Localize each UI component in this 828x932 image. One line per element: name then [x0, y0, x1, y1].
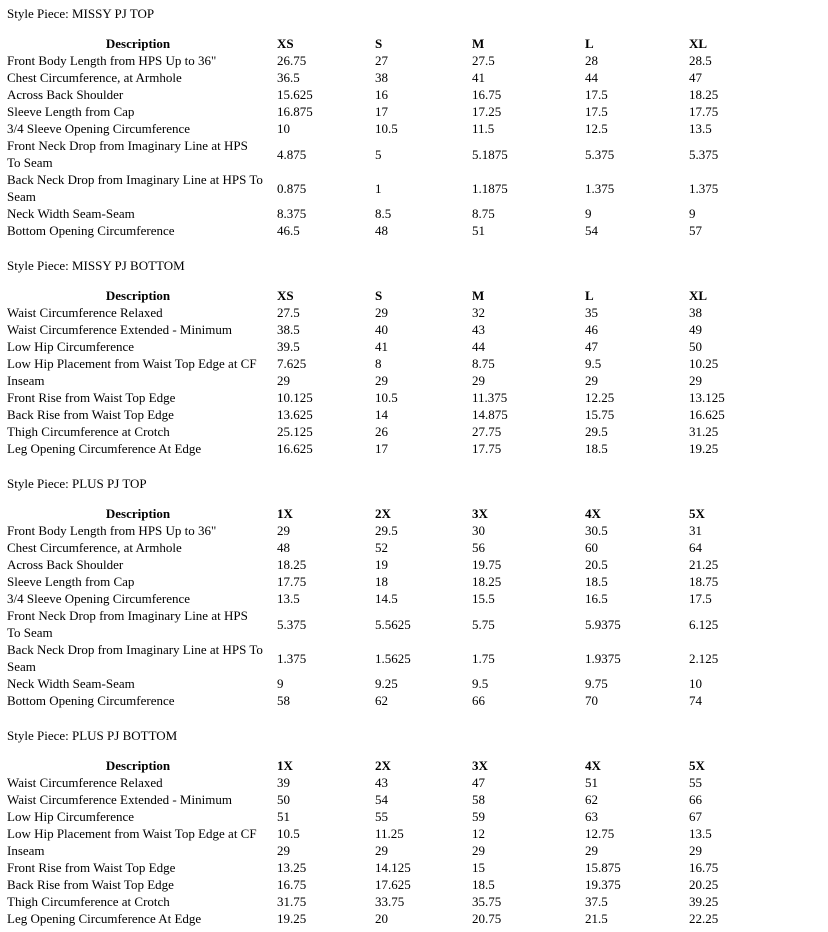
table-row — [7, 573, 789, 590]
value-cell: 12.5 — [585, 121, 608, 136]
description-cell: 3/4 Sleeve Opening Circumference — [7, 591, 191, 606]
value-cell: 1.75 — [472, 650, 495, 666]
value-cell: 15.5 — [472, 591, 495, 606]
description-cell: Bottom Opening Circumference — [7, 223, 175, 238]
value-cell: 13.625 — [277, 407, 313, 422]
value-cell: 38 — [689, 305, 702, 320]
table-row — [7, 205, 789, 222]
value-cell: 18.5 — [585, 441, 608, 456]
style-piece-section — [7, 475, 821, 709]
value-cell: 29 — [277, 523, 290, 538]
value-cell: 26 — [375, 424, 388, 439]
description-cell: Across Back Shoulder — [7, 557, 124, 572]
section-title: Style Piece: MISSY PJ TOP — [7, 6, 155, 21]
value-cell: 51 — [585, 775, 598, 790]
value-cell: 26.75 — [277, 53, 307, 68]
table-row — [7, 825, 789, 842]
value-cell: 5.375 — [585, 146, 615, 162]
value-cell: 17.25 — [472, 104, 502, 119]
size-column-header: L — [585, 36, 594, 51]
description-cell: Neck Width Seam-Seam — [7, 206, 135, 221]
table-row — [7, 304, 789, 321]
description-cell: Thigh Circumference at Crotch — [7, 424, 170, 439]
description-cell: Waist Circumference Extended - Minimum — [7, 322, 232, 337]
value-cell: 29 — [689, 843, 702, 858]
value-cell: 9.25 — [375, 676, 398, 691]
value-cell: 29 — [585, 373, 598, 388]
table-row — [7, 808, 789, 825]
size-column-header: S — [375, 36, 383, 51]
value-cell: 16.75 — [689, 860, 719, 875]
table-row — [7, 321, 789, 338]
value-cell: 16.5 — [585, 591, 608, 606]
value-cell: 30.5 — [585, 523, 608, 538]
value-cell: 17.75 — [472, 441, 502, 456]
value-cell: 43 — [472, 322, 485, 337]
spec-table — [7, 287, 789, 457]
value-cell: 15.75 — [585, 407, 615, 422]
value-cell: 16.875 — [277, 104, 313, 119]
description-cell: Across Back Shoulder — [7, 87, 124, 102]
description-cell: Leg Opening Circumference At Edge — [7, 441, 202, 456]
value-cell: 60 — [585, 540, 598, 555]
size-column-header: 4X — [585, 506, 601, 521]
value-cell: 13.5 — [689, 826, 712, 841]
table-row — [7, 423, 789, 440]
value-cell: 1.375 — [585, 180, 615, 196]
value-cell: 25.125 — [277, 424, 313, 439]
value-cell: 29 — [689, 373, 702, 388]
table-row — [7, 876, 789, 893]
value-cell: 21.5 — [585, 911, 608, 926]
value-cell: 16.625 — [689, 407, 725, 422]
size-column-header: XL — [689, 36, 708, 51]
value-cell: 14 — [375, 407, 388, 422]
value-cell: 10.25 — [689, 356, 719, 371]
spec-table — [7, 505, 789, 709]
size-column-header: 2X — [375, 758, 391, 773]
value-cell: 10 — [689, 676, 702, 691]
size-column-header: 5X — [689, 758, 705, 773]
value-cell: 15.875 — [585, 860, 621, 875]
size-column-header: XL — [689, 288, 708, 303]
description-cell: Inseam — [7, 373, 45, 388]
description-cell: Bottom Opening Circumference — [7, 693, 175, 708]
value-cell: 64 — [689, 540, 702, 555]
value-cell: 57 — [689, 223, 702, 238]
value-cell: 9 — [277, 676, 284, 691]
description-cell: Back Rise from Waist Top Edge — [7, 407, 174, 422]
value-cell: 27.75 — [472, 424, 502, 439]
value-cell: 20.5 — [585, 557, 608, 572]
value-cell: 27.5 — [472, 53, 495, 68]
header-row — [7, 287, 789, 304]
description-cell: Chest Circumference, at Armhole — [7, 540, 182, 555]
value-cell: 50 — [689, 339, 702, 354]
table-row — [7, 355, 789, 372]
value-cell: 19 — [375, 557, 388, 572]
value-cell: 20 — [375, 911, 388, 926]
value-cell: 66 — [472, 693, 485, 708]
value-cell: 4.875 — [277, 146, 307, 162]
value-cell: 54 — [585, 223, 598, 238]
description-cell: Neck Width Seam-Seam — [7, 676, 135, 691]
value-cell: 47 — [689, 70, 702, 85]
value-cell: 1.1875 — [472, 180, 508, 196]
value-cell: 15 — [472, 860, 485, 875]
value-cell: 59 — [472, 809, 485, 824]
table-row — [7, 338, 789, 355]
value-cell: 13.5 — [689, 121, 712, 136]
value-cell: 6.125 — [689, 616, 719, 632]
value-cell: 51 — [472, 223, 485, 238]
value-cell: 55 — [689, 775, 702, 790]
value-cell: 19.75 — [472, 557, 502, 572]
description-cell: Front Rise from Waist Top Edge — [7, 390, 176, 405]
value-cell: 29 — [375, 305, 388, 320]
value-cell: 10.5 — [277, 826, 300, 841]
description-cell: Sleeve Length from Cap — [7, 574, 135, 589]
description-cell: Leg Opening Circumference At Edge — [7, 911, 202, 926]
value-cell: 5 — [375, 146, 382, 162]
style-piece-section — [7, 727, 821, 927]
size-column-header: 2X — [375, 506, 391, 521]
table-row — [7, 675, 789, 692]
value-cell: 0.875 — [277, 180, 307, 196]
value-cell: 8.375 — [277, 206, 307, 221]
value-cell: 37.5 — [585, 894, 608, 909]
value-cell: 8.75 — [472, 356, 495, 371]
value-cell: 14.5 — [375, 591, 398, 606]
value-cell: 70 — [585, 693, 598, 708]
value-cell: 11.25 — [375, 826, 404, 841]
table-row — [7, 222, 789, 239]
description-column-header: Description — [105, 506, 171, 521]
description-cell: Back Neck Drop from Imaginary Line at HPS To Seam — [7, 172, 263, 204]
size-column-header: 3X — [472, 758, 488, 773]
value-cell: 13.5 — [277, 591, 300, 606]
value-cell: 36.5 — [277, 70, 300, 85]
description-cell: Front Neck Drop from Imaginary Line at HPS To Seam — [7, 138, 248, 170]
table-row — [7, 556, 789, 573]
header-row — [7, 757, 789, 774]
value-cell: 41 — [472, 70, 485, 85]
table-row — [7, 522, 789, 539]
value-cell: 1.375 — [689, 180, 719, 196]
value-cell: 8.5 — [375, 206, 392, 221]
value-cell: 18.5 — [472, 877, 495, 892]
size-column-header: M — [472, 36, 485, 51]
style-piece-section — [7, 5, 821, 239]
value-cell: 31.25 — [689, 424, 719, 439]
description-cell: Low Hip Circumference — [7, 809, 135, 824]
value-cell: 32 — [472, 305, 485, 320]
value-cell: 29 — [585, 843, 598, 858]
description-cell: Low Hip Placement from Waist Top Edge at CF — [7, 826, 257, 841]
value-cell: 66 — [689, 792, 702, 807]
value-cell: 18.25 — [472, 574, 502, 589]
table-row — [7, 372, 789, 389]
value-cell: 7.625 — [277, 356, 307, 371]
value-cell: 55 — [375, 809, 388, 824]
value-cell: 44 — [585, 70, 598, 85]
value-cell: 29 — [375, 373, 388, 388]
value-cell: 54 — [375, 792, 388, 807]
value-cell: 38 — [375, 70, 388, 85]
value-cell: 38.5 — [277, 322, 300, 337]
table-row — [7, 893, 789, 910]
value-cell: 47 — [585, 339, 598, 354]
value-cell: 46.5 — [277, 223, 300, 238]
table-row — [7, 910, 789, 927]
value-cell: 20.75 — [472, 911, 502, 926]
value-cell: 18.25 — [689, 87, 719, 102]
value-cell: 43 — [375, 775, 388, 790]
value-cell: 1.9375 — [585, 650, 621, 666]
table-row — [7, 120, 789, 137]
value-cell: 16.75 — [472, 87, 502, 102]
value-cell: 74 — [689, 693, 702, 708]
value-cell: 22.25 — [689, 911, 719, 926]
value-cell: 5.5625 — [375, 616, 411, 632]
value-cell: 41 — [375, 339, 388, 354]
value-cell: 1.375 — [277, 650, 307, 666]
table-row — [7, 539, 789, 556]
value-cell: 30 — [472, 523, 485, 538]
size-column-header: 1X — [277, 758, 293, 773]
value-cell: 9 — [689, 206, 696, 221]
description-cell: Back Neck Drop from Imaginary Line at HPS To Seam — [7, 642, 263, 674]
description-cell: Inseam — [7, 843, 45, 858]
value-cell: 33.75 — [375, 894, 405, 909]
table-row — [7, 389, 789, 406]
description-cell: Low Hip Circumference — [7, 339, 135, 354]
size-column-header: M — [472, 288, 485, 303]
value-cell: 8 — [375, 356, 382, 371]
table-row — [7, 52, 789, 69]
value-cell: 27 — [375, 53, 388, 68]
value-cell: 62 — [375, 693, 388, 708]
value-cell: 13.25 — [277, 860, 307, 875]
description-cell: Front Rise from Waist Top Edge — [7, 860, 176, 875]
value-cell: 2.125 — [689, 650, 719, 666]
value-cell: 18.75 — [689, 574, 719, 589]
description-cell: Waist Circumference Extended - Minimum — [7, 792, 232, 807]
value-cell: 12.25 — [585, 390, 615, 405]
value-cell: 5.375 — [689, 146, 719, 162]
value-cell: 9.75 — [585, 676, 608, 691]
table-row — [7, 69, 789, 86]
value-cell: 1 — [375, 180, 382, 196]
table-row — [7, 791, 789, 808]
table-row — [7, 607, 789, 641]
description-column-header: Description — [105, 758, 171, 773]
value-cell: 18 — [375, 574, 388, 589]
value-cell: 5.375 — [277, 616, 307, 632]
value-cell: 51 — [277, 809, 290, 824]
table-row — [7, 86, 789, 103]
description-cell: Low Hip Placement from Waist Top Edge at CF — [7, 356, 257, 371]
value-cell: 31.75 — [277, 894, 307, 909]
style-piece-section — [7, 257, 821, 457]
table-row — [7, 440, 789, 457]
value-cell: 5.1875 — [472, 146, 508, 162]
section-title: Style Piece: PLUS PJ BOTTOM — [7, 728, 178, 743]
table-row — [7, 692, 789, 709]
value-cell: 28 — [585, 53, 598, 68]
description-cell: Front Body Length from HPS Up to 36" — [7, 523, 217, 538]
value-cell: 17.5 — [585, 87, 608, 102]
value-cell: 17.5 — [689, 591, 712, 606]
value-cell: 39.25 — [689, 894, 719, 909]
value-cell: 12 — [472, 826, 485, 841]
description-cell: Waist Circumference Relaxed — [7, 775, 163, 790]
description-cell: Thigh Circumference at Crotch — [7, 894, 170, 909]
value-cell: 17 — [375, 104, 388, 119]
spec-table — [7, 757, 789, 927]
value-cell: 20.25 — [689, 877, 719, 892]
table-row — [7, 137, 789, 171]
value-cell: 31 — [689, 523, 702, 538]
value-cell: 29 — [472, 843, 485, 858]
value-cell: 17.75 — [277, 574, 307, 589]
description-column-header: Description — [105, 288, 171, 303]
value-cell: 17.5 — [585, 104, 608, 119]
spec-table — [7, 35, 789, 239]
value-cell: 17.75 — [689, 104, 719, 119]
description-cell: Waist Circumference Relaxed — [7, 305, 163, 320]
header-row — [7, 35, 789, 52]
value-cell: 10.5 — [375, 121, 398, 136]
value-cell: 52 — [375, 540, 388, 555]
value-cell: 29 — [277, 373, 290, 388]
value-cell: 50 — [277, 792, 290, 807]
header-row — [7, 505, 789, 522]
value-cell: 49 — [689, 322, 702, 337]
value-cell: 39.5 — [277, 339, 300, 354]
value-cell: 10 — [277, 121, 290, 136]
section-title: Style Piece: MISSY PJ BOTTOM — [7, 258, 185, 273]
size-column-header: S — [375, 288, 383, 303]
value-cell: 63 — [585, 809, 598, 824]
value-cell: 47 — [472, 775, 485, 790]
table-row — [7, 590, 789, 607]
value-cell: 18.5 — [585, 574, 608, 589]
value-cell: 11.5 — [472, 121, 495, 136]
value-cell: 11.375 — [472, 390, 508, 405]
value-cell: 17 — [375, 441, 388, 456]
table-row — [7, 641, 789, 675]
description-column-header: Description — [105, 36, 171, 51]
value-cell: 16.625 — [277, 441, 313, 456]
sections-container — [7, 5, 821, 927]
value-cell: 19.25 — [689, 441, 719, 456]
value-cell: 18.25 — [277, 557, 307, 572]
table-row — [7, 103, 789, 120]
table-row — [7, 774, 789, 791]
value-cell: 8.75 — [472, 206, 495, 221]
size-column-header: 3X — [472, 506, 488, 521]
value-cell: 48 — [375, 223, 388, 238]
value-cell: 67 — [689, 809, 702, 824]
value-cell: 58 — [472, 792, 485, 807]
section-title: Style Piece: PLUS PJ TOP — [7, 476, 147, 491]
size-column-header: 5X — [689, 506, 705, 521]
value-cell: 29.5 — [585, 424, 608, 439]
description-cell: Back Rise from Waist Top Edge — [7, 877, 174, 892]
value-cell: 14.125 — [375, 860, 411, 875]
value-cell: 5.75 — [472, 616, 495, 632]
size-column-header: 4X — [585, 758, 601, 773]
description-cell: Front Neck Drop from Imaginary Line at HPS To Seam — [7, 608, 248, 640]
value-cell: 9 — [585, 206, 592, 221]
value-cell: 19.25 — [277, 911, 307, 926]
value-cell: 62 — [585, 792, 598, 807]
value-cell: 10.125 — [277, 390, 313, 405]
value-cell: 21.25 — [689, 557, 719, 572]
value-cell: 35.75 — [472, 894, 502, 909]
table-row — [7, 842, 789, 859]
table-row — [7, 406, 789, 423]
value-cell: 16.75 — [277, 877, 307, 892]
value-cell: 56 — [472, 540, 485, 555]
size-column-header: XS — [277, 288, 294, 303]
value-cell: 29 — [375, 843, 388, 858]
value-cell: 39 — [277, 775, 290, 790]
value-cell: 12.75 — [585, 826, 615, 841]
value-cell: 9.5 — [585, 356, 602, 371]
value-cell: 17.625 — [375, 877, 411, 892]
value-cell: 1.5625 — [375, 650, 411, 666]
value-cell: 28.5 — [689, 53, 712, 68]
value-cell: 16 — [375, 87, 388, 102]
value-cell: 58 — [277, 693, 290, 708]
value-cell: 44 — [472, 339, 485, 354]
value-cell: 48 — [277, 540, 290, 555]
size-column-header: XS — [277, 36, 294, 51]
value-cell: 40 — [375, 322, 388, 337]
value-cell: 29 — [277, 843, 290, 858]
table-row — [7, 171, 789, 205]
description-cell: 3/4 Sleeve Opening Circumference — [7, 121, 191, 136]
value-cell: 35 — [585, 305, 598, 320]
value-cell: 29.5 — [375, 523, 398, 538]
description-cell: Chest Circumference, at Armhole — [7, 70, 182, 85]
value-cell: 46 — [585, 322, 598, 337]
size-column-header: L — [585, 288, 594, 303]
value-cell: 27.5 — [277, 305, 300, 320]
description-cell: Front Body Length from HPS Up to 36" — [7, 53, 217, 68]
value-cell: 15.625 — [277, 87, 313, 102]
value-cell: 10.5 — [375, 390, 398, 405]
value-cell: 29 — [472, 373, 485, 388]
value-cell: 9.5 — [472, 676, 489, 691]
value-cell: 19.375 — [585, 877, 621, 892]
size-column-header: 1X — [277, 506, 293, 521]
value-cell: 5.9375 — [585, 616, 621, 632]
value-cell: 14.875 — [472, 407, 508, 422]
description-cell: Sleeve Length from Cap — [7, 104, 135, 119]
value-cell: 13.125 — [689, 390, 725, 405]
table-row — [7, 859, 789, 876]
